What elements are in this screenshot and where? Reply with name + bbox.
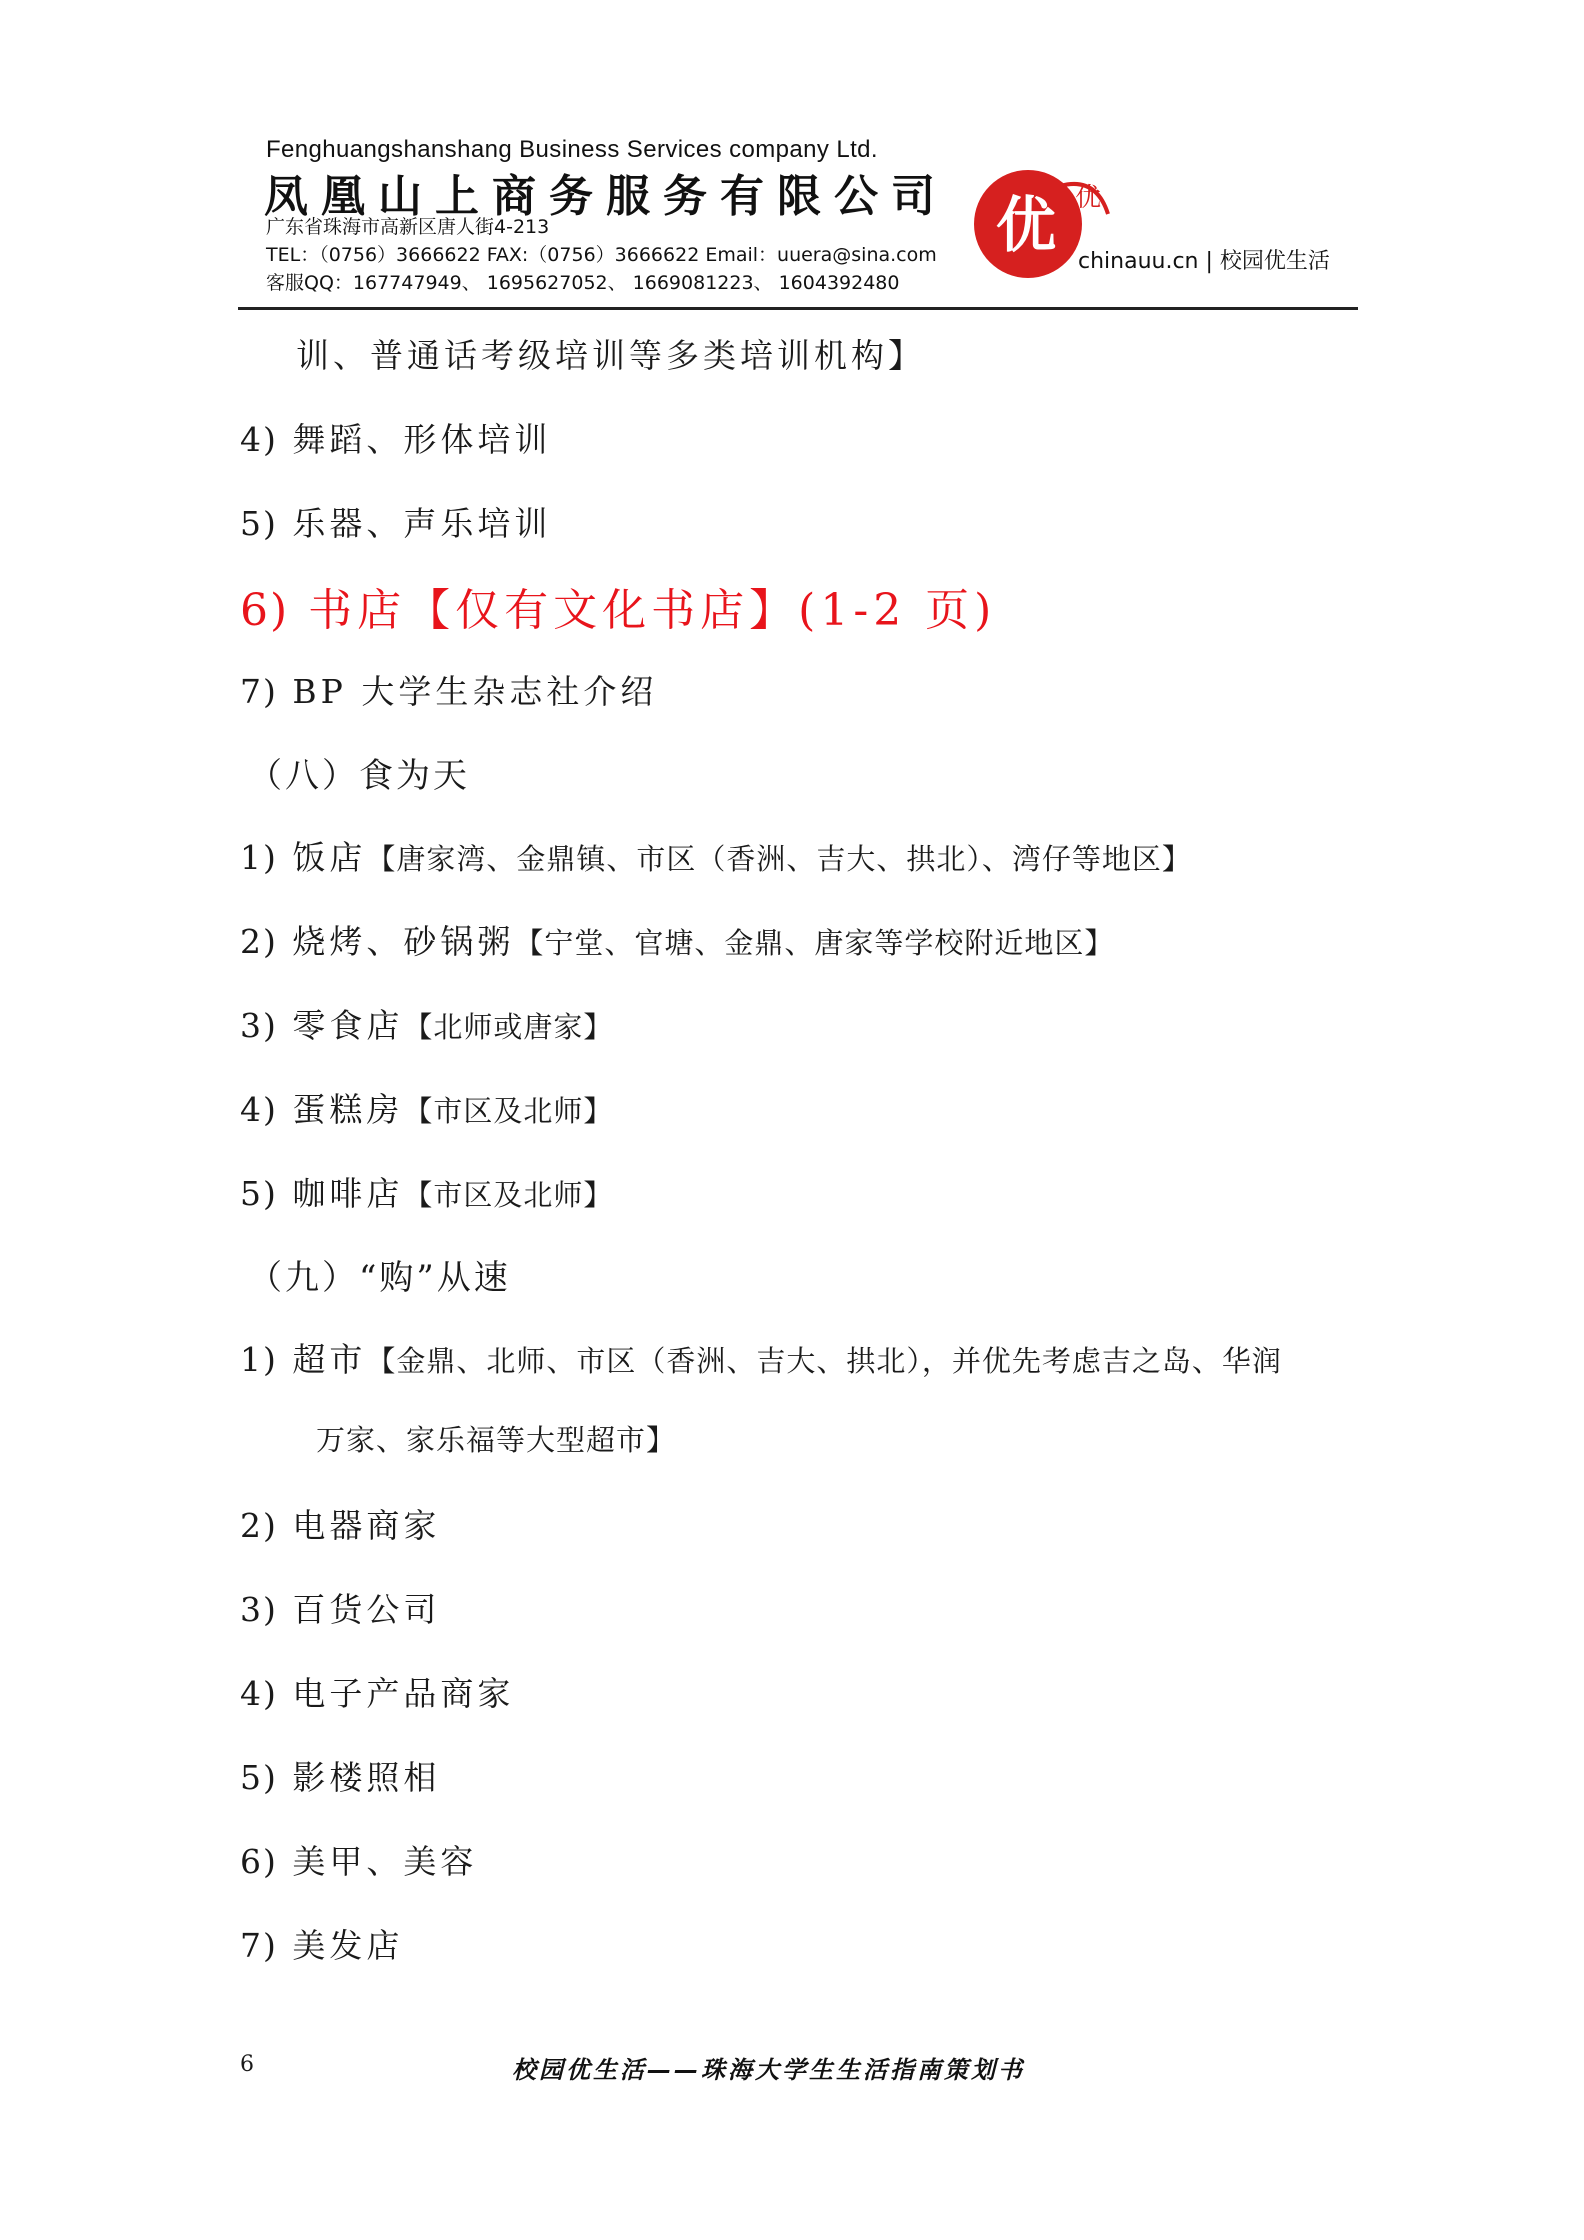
list-item: 1) 饭店【唐家湾、金鼎镇、市区（香洲、吉大、拱北）、湾仔等地区】 <box>240 838 1192 877</box>
company-name-chinese: 凤凰山上商务服务有限公司 <box>264 171 948 222</box>
footer-title: 校园优生活——珠海大学生生活指南策划书 <box>512 2056 1025 2084</box>
logo-site: chinauu.cn <box>1078 249 1199 274</box>
list-item: 4) 舞蹈、形体培训 <box>240 420 552 459</box>
company-name-english: Fenghuangshanshang Business Services company Ltd. <box>266 136 878 163</box>
list-item: 2) 烧烤、砂锅粥【宁堂、官塘、金鼎、唐家等学校附近地区】 <box>240 922 1115 961</box>
page-number: 6 <box>240 2052 254 2077</box>
list-item: 5) 咖啡店【市区及北师】 <box>240 1174 614 1213</box>
list-item: 4) 蛋糕房【市区及北师】 <box>240 1090 614 1129</box>
list-item: 5) 乐器、声乐培训 <box>240 504 552 543</box>
list-item: 5) 影楼照相 <box>240 1758 441 1797</box>
header-rule <box>238 307 1358 310</box>
list-item-highlighted: 6) 书店【仅有文化书店】(1-2 页) <box>240 585 997 636</box>
section-heading: （九）“购”从速 <box>248 1258 511 1298</box>
company-address: 广东省珠海市高新区唐人街4-213 <box>266 216 550 238</box>
company-contact: TEL：（0756）3666622 FAX:（0756）3666622 Email：uuera@sina.com <box>266 244 937 266</box>
list-item: 7) 美发店 <box>240 1926 404 1965</box>
list-item: 7) BP 大学生杂志社介绍 <box>240 672 658 711</box>
list-item: 3) 零食店【北师或唐家】 <box>240 1006 614 1045</box>
company-qq: 客服QQ：167747949、 1695627052、 1669081223、 1604392480 <box>266 272 900 294</box>
list-item: 2) 电器商家 <box>240 1506 441 1545</box>
list-item: 6) 美甲、美容 <box>240 1842 478 1881</box>
logo-divider: | <box>1198 249 1220 274</box>
list-item-continuation: 训、普通话考级培训等多类培训机构】 <box>296 336 925 375</box>
svg-text:优: 优 <box>996 191 1056 261</box>
section-heading: （八）食为天 <box>248 756 470 796</box>
list-item: 1) 超市【金鼎、北师、市区（香洲、吉大、拱北），并优先考虑吉之岛、华润 <box>240 1340 1282 1379</box>
list-item: 3) 百货公司 <box>240 1590 441 1629</box>
svg-text:优: 优 <box>1074 183 1102 213</box>
logo-brand: 校园优生活 <box>1219 249 1330 274</box>
list-item: 4) 电子产品商家 <box>240 1674 515 1713</box>
brand-logo-text <box>1078 244 1330 275</box>
list-item-continuation: 万家、家乐福等大型超市】 <box>316 1423 677 1457</box>
